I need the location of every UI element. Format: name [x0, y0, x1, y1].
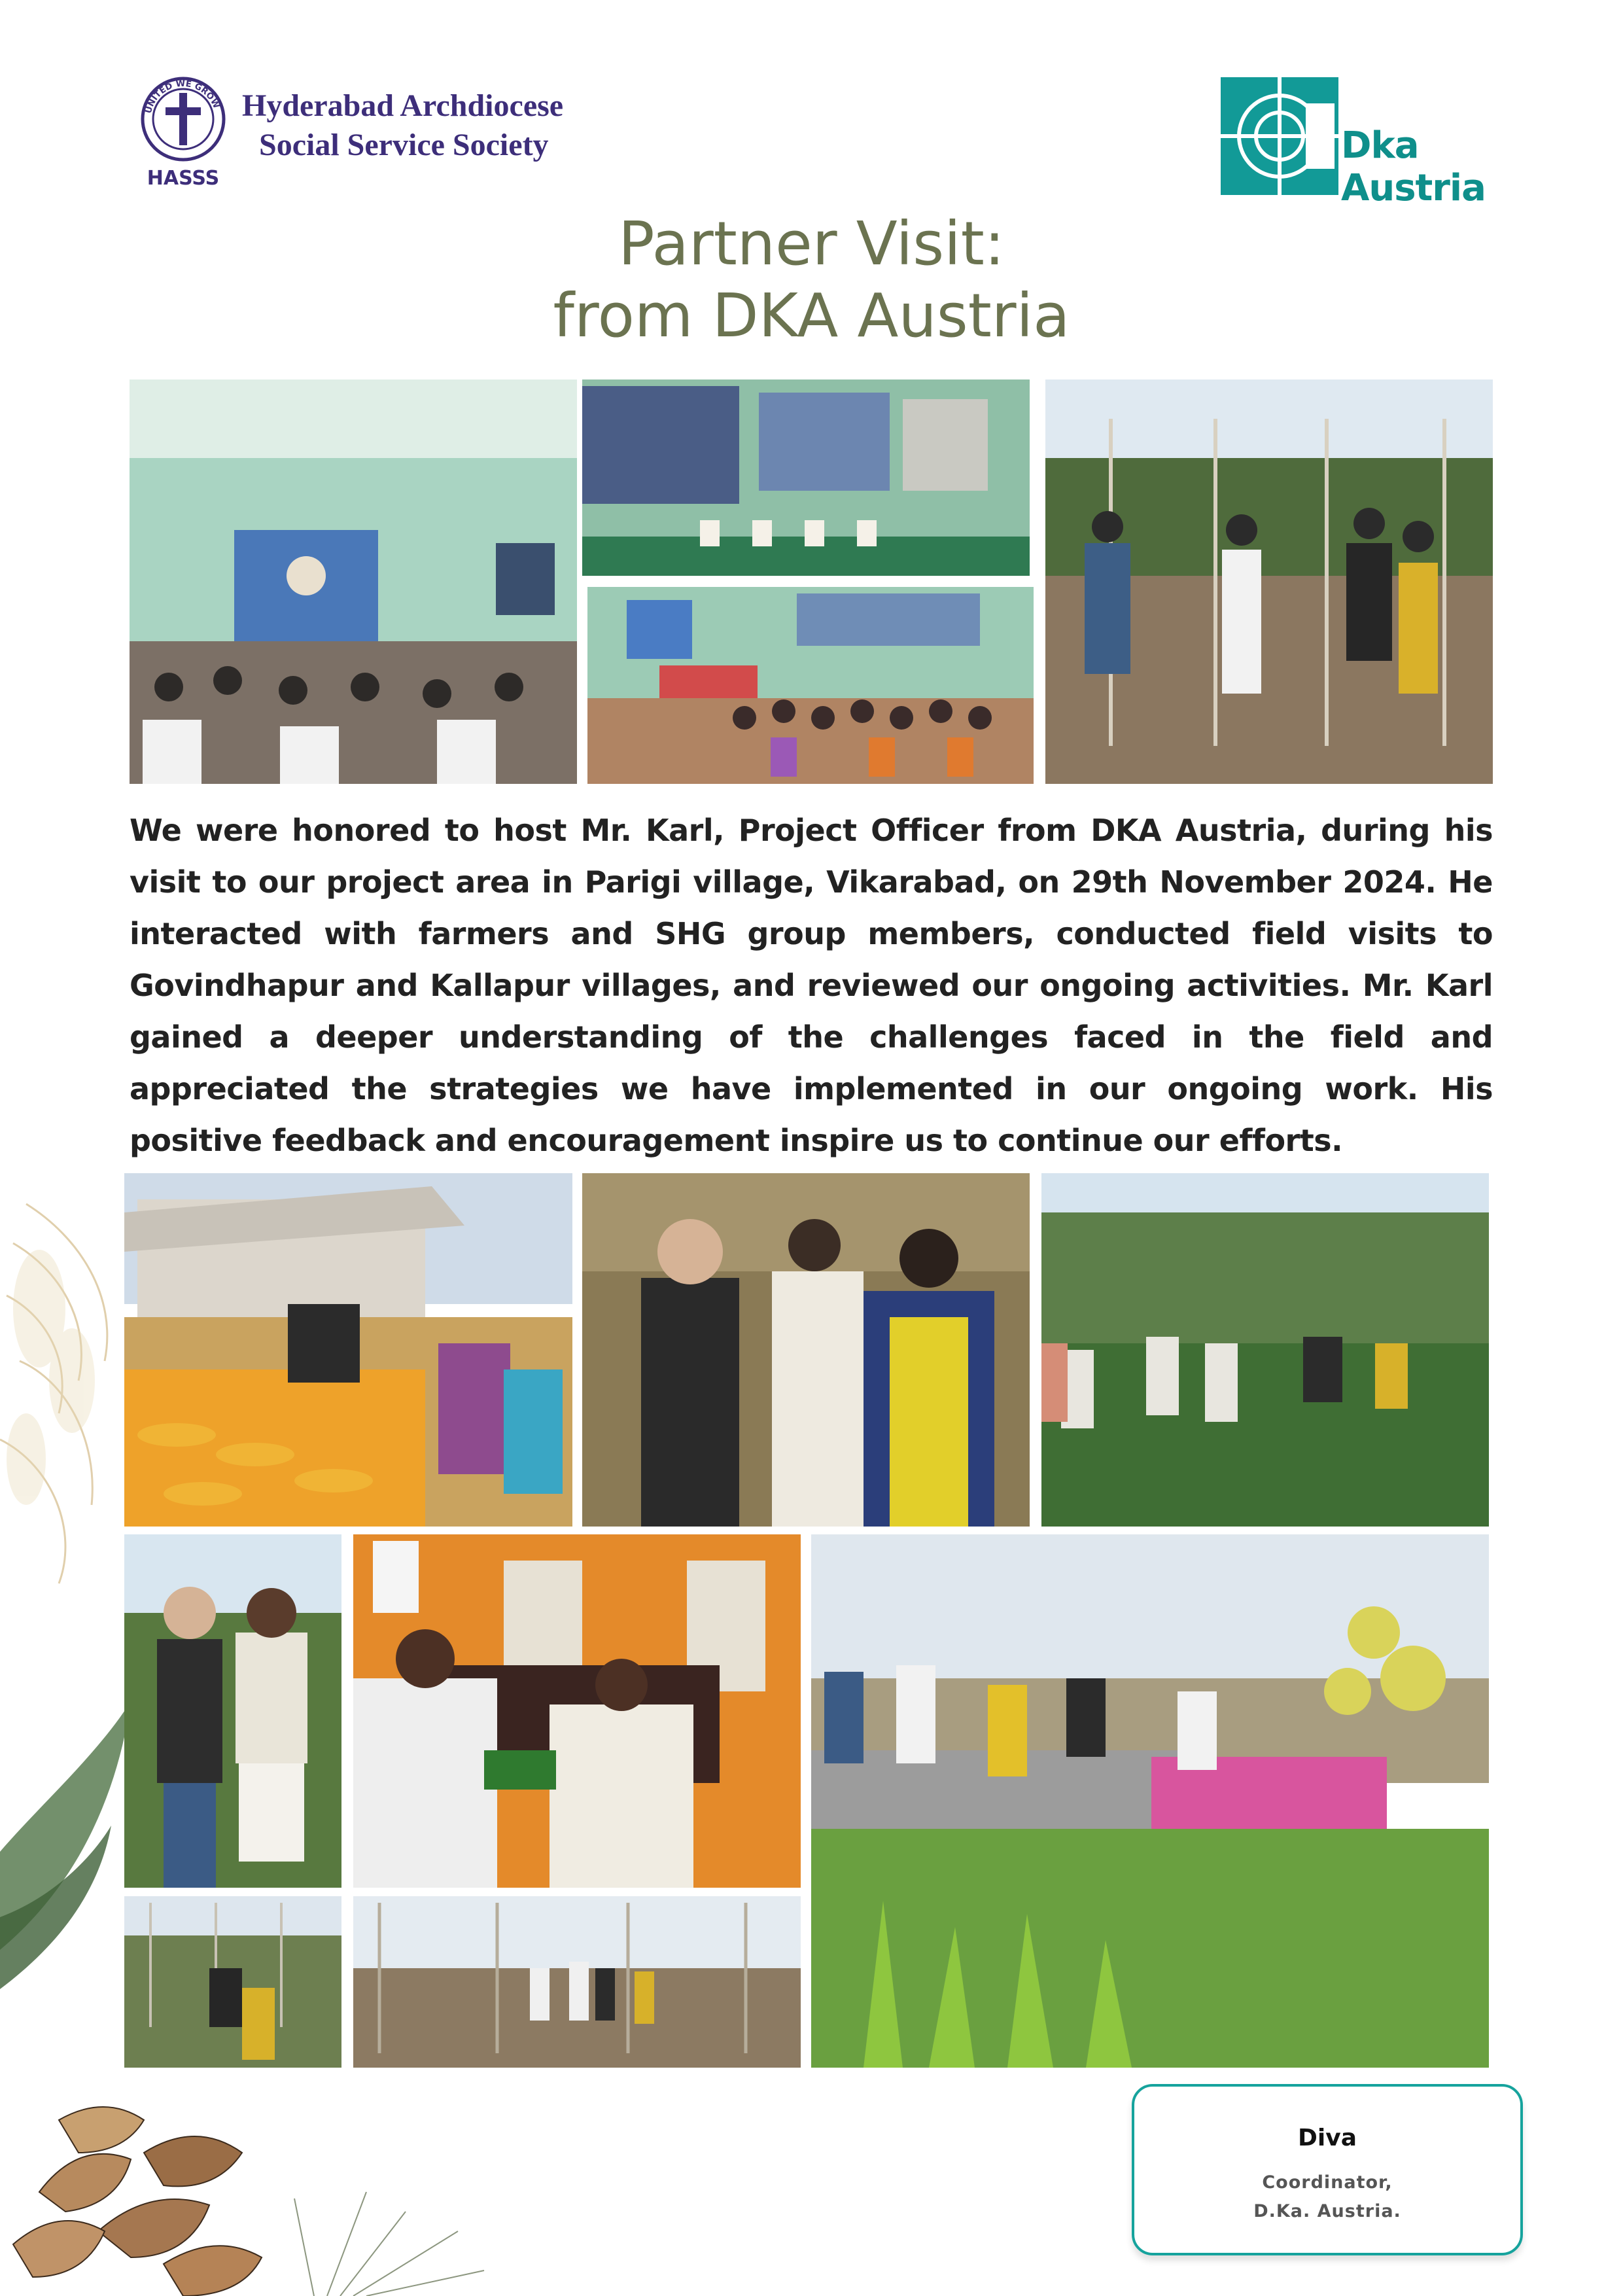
signatory-role — [1134, 2168, 1520, 2226]
photo-field-walk — [353, 1896, 801, 2068]
photo-farmer-discussion — [582, 1173, 1030, 1527]
signatory-role-line2: D.Ka. Austria. — [1253, 2201, 1401, 2221]
logo-arc-text: UNITED WE GROW — [143, 79, 221, 115]
title-line1: Partner Visit: — [618, 209, 1005, 279]
org-name — [242, 86, 563, 165]
photo-hall-meeting — [130, 380, 577, 784]
photo-field-visit-trellis — [1045, 380, 1493, 784]
dka-austria-logo — [1221, 77, 1537, 209]
dka-emblem — [1221, 77, 1338, 195]
photo-exhibition-wall — [582, 380, 1030, 576]
photo-garden-group — [1041, 1173, 1489, 1527]
signature-card — [1132, 2084, 1523, 2255]
photo-trellis-field-small — [124, 1896, 341, 2068]
signatory-role-line1: Coordinator, — [1262, 2172, 1393, 2193]
photo-indoor-meeting — [353, 1534, 801, 1888]
visit-description: We were honored to host Mr. Karl, Project Officer from DKA Austria, during his visit to our project area in Parigi village, Vikarabad, on 29th November 2024. He interacted with farmers and SHG group members, conducted field visits to Govindhapur and Kallapur villages, and reviewed our ongoing activities. Mr. Karl gained a deeper understanding of the challenges faced in the field and appreciated the strategies we have implemented in our ongoing work. His positive feedback and encouragement inspire us to continue our efforts. — [130, 813, 1493, 1158]
hasss-logo — [134, 73, 232, 191]
photo-maize-drying — [124, 1173, 572, 1527]
title-line2: from DKA Austria — [553, 281, 1070, 351]
photo-shg-meeting — [587, 587, 1034, 784]
dka-logo-text: Dka Austria — [1341, 124, 1486, 209]
signatory-name: Diva — [1298, 2125, 1357, 2151]
page-title — [0, 208, 1623, 352]
org-name-line2: Social Service Society — [259, 128, 549, 162]
logo-acronym: HASSS — [147, 167, 220, 190]
photo-farmer-portrait — [124, 1534, 341, 1888]
photo-kitchen-garden — [811, 1534, 1489, 2068]
org-name-line1: Hyderabad Archdiocese — [242, 88, 564, 123]
